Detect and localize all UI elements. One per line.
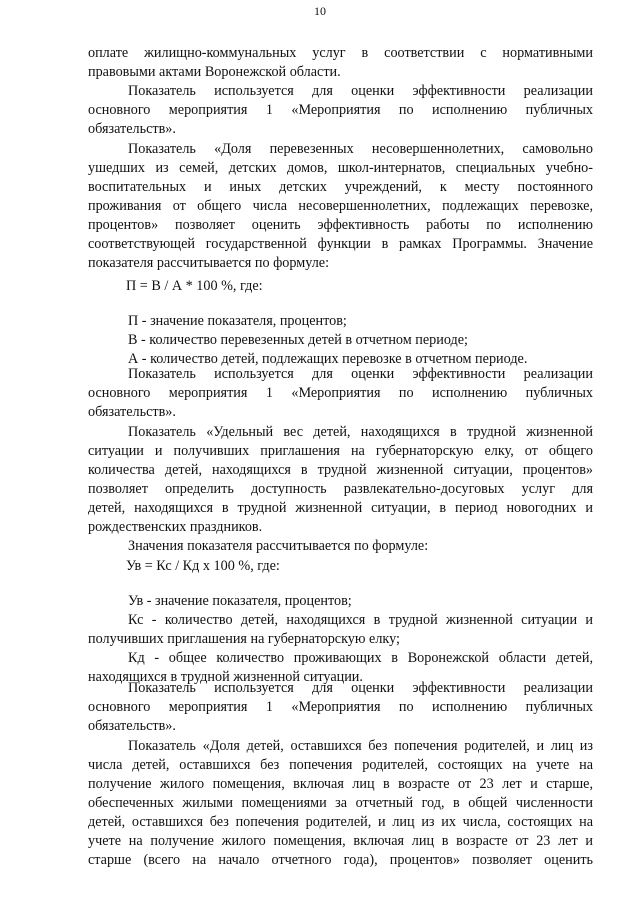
formula: Ув = Кс / Кд х 100 %, где: <box>126 558 280 574</box>
text-line: оплате жилищно-коммунальных услуг в соответствии с нормативными <box>88 45 593 61</box>
text-line: Показатель «Удельный вес детей, находящихся в трудной жизненной <box>128 424 593 440</box>
text-line: основного мероприятия 1 «Мероприятия по исполнению публичных <box>88 385 593 401</box>
text-line: Показатель используется для оценки эффективности реализации <box>128 366 593 382</box>
text-line: позволяет определить доступность развлекательно-досуговых услуг для <box>88 481 593 497</box>
text-line: обязательств». <box>88 404 176 420</box>
definition-line: находящихся в трудной жизненной ситуации. <box>88 669 363 685</box>
definition-line: получивших приглашения на губернаторскую елку; <box>88 631 400 647</box>
page-number: 10 <box>314 4 326 18</box>
text-line: Показатель используется для оценки эффективности реализации <box>128 83 593 99</box>
definition-line: Кс - количество детей, находящихся в трудной жизненной ситуации и <box>128 612 593 628</box>
text-line: количества детей, находящихся в трудной жизненной ситуации, процентов» <box>88 462 593 478</box>
text-line: воспитательных и иных детских учреждений, к месту постоянного <box>88 179 593 195</box>
definition-line: Ув - значение показателя, процентов; <box>128 593 352 609</box>
text-line: учете на получение жилого помещения, включая лиц в возрасте от 23 лет и <box>88 833 593 849</box>
text-line: обязательств». <box>88 121 176 137</box>
text-line: старше (всего на начало отчетного года), процентов» позволяет оценить <box>88 852 593 868</box>
formula: П = В / А * 100 %, где: <box>126 278 263 294</box>
text-line: числа детей, оставшихся без попечения родителей, состоящих на учете на <box>88 757 593 773</box>
text-line: обеспеченных жилыми помещениями за отчетный год, в общей численности <box>88 795 593 811</box>
text-line: получение жилого помещения, включая лиц в возрасте от 23 лет и старше, <box>88 776 593 792</box>
text-line: Показатель используется для оценки эффективности реализации <box>128 680 593 696</box>
definition-line: В - количество перевезенных детей в отчетном периоде; <box>128 332 468 348</box>
text-line: ситуации и получивших приглашения на губернаторскую елку, от общего <box>88 443 593 459</box>
text-line: правовыми актами Воронежской области. <box>88 64 341 80</box>
text-line: процентов» позволяет оценить эффективность работы по исполнению <box>88 217 593 233</box>
text-line: обязательств». <box>88 718 176 734</box>
text-line: основного мероприятия 1 «Мероприятия по исполнению публичных <box>88 699 593 715</box>
text-line: детей, находящихся в трудной жизненной ситуации, в период новогодних и <box>88 500 593 516</box>
definition-line: П - значение показателя, процентов; <box>128 313 347 329</box>
text-line: основного мероприятия 1 «Мероприятия по исполнению публичных <box>88 102 593 118</box>
text-line: показателя рассчитывается по формуле: <box>88 255 330 271</box>
text-line: соответствующей государственной функции в рамках Программы. Значение <box>88 236 593 252</box>
text-line: проживания от общего числа несовершеннолетних, подлежащих перевозке, <box>88 198 593 214</box>
text-line: рождественских праздников. <box>88 519 263 535</box>
text-line: Показатель «Доля детей, оставшихся без попечения родителей, и лиц из <box>128 738 593 754</box>
text-line: Значения показателя рассчитывается по формуле: <box>128 538 429 554</box>
text-line: Показатель «Доля перевезенных несовершеннолетних, самовольно <box>128 141 593 157</box>
definition-line: Кд - общее количество проживающих в Воронежской области детей, <box>128 650 593 666</box>
definition-line: А - количество детей, подлежащих перевозке в отчетном периоде. <box>128 351 528 367</box>
text-line: ушедших из семей, детских домов, школ-интернатов, специальных учебно- <box>88 160 593 176</box>
text-line: детей, оставшихся без попечения родителей, и лиц из их числа, состоящих на <box>88 814 593 830</box>
